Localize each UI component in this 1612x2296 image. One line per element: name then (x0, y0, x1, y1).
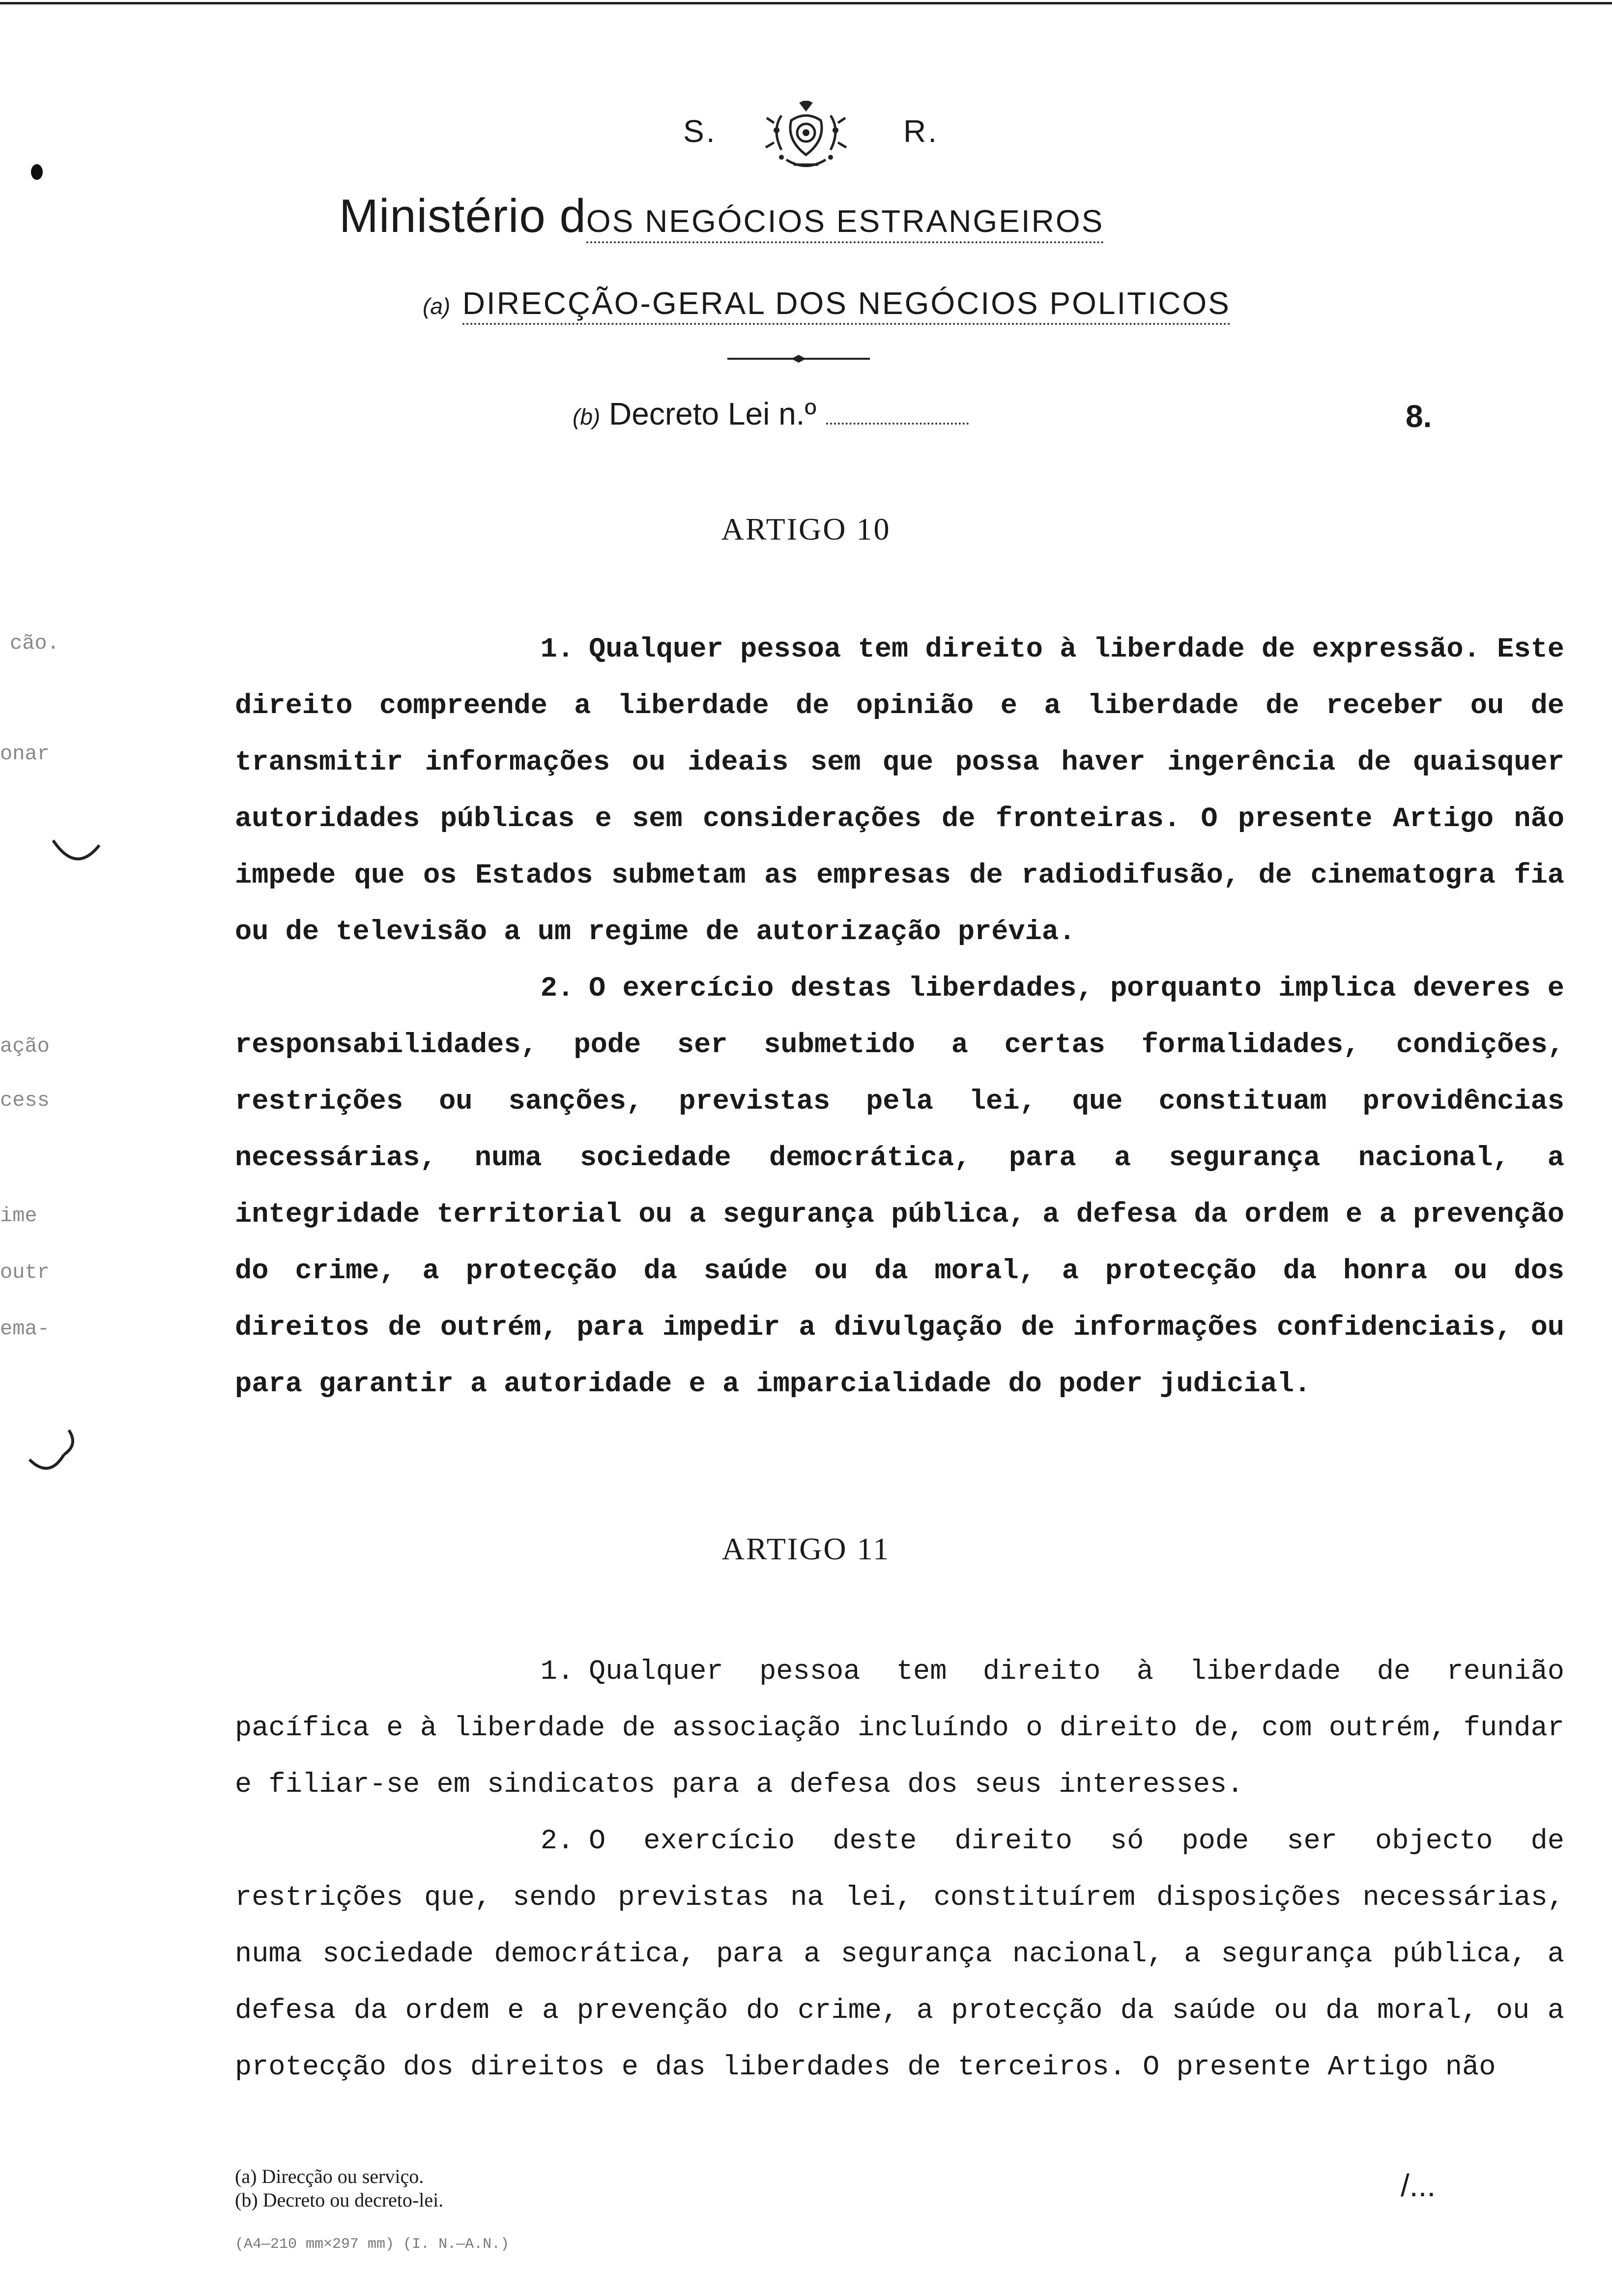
decree-number-blank (826, 423, 969, 425)
paragraph-number: 2. (540, 1826, 574, 1857)
decree-marker: (b) (573, 404, 601, 430)
directorate-line (423, 285, 1231, 321)
footnote-a: (a) Direcção ou serviço. (235, 2165, 424, 2187)
paragraph-number: 1. (540, 634, 574, 665)
article-10-title: ARTIGO 10 (721, 512, 891, 546)
margin-mark: cess (0, 1089, 50, 1112)
directorate-marker: (a) (423, 293, 451, 319)
margin-mark: ação (0, 1034, 50, 1058)
margin-mark: ema- (0, 1317, 50, 1341)
directorate-name: DIRECÇÃO-GERAL DOS NEGÓCIOS POLITICOS (462, 286, 1231, 325)
margin-mark: outr (0, 1261, 50, 1284)
decree-line (573, 396, 969, 432)
form-reference: (A4—210 mm×297 mm) (I. N.—A.N.) (235, 2236, 510, 2253)
article-11-paragraph-1 (235, 1644, 1564, 1813)
margin-mark: onar (0, 742, 50, 766)
paragraph-text: O exercício deste direito só pode ser objecto de restrições que, sendo previstas na lei, constituírem disposições necessárias, numa sociedade democrática, para a segurança nacional, a segurança pública, a defesa da ordem e a prevenção do crime, a protecção da saúde ou da moral, ou a protecção dos direitos e das liberdades de terceiros. O presente Artigo não (235, 1826, 1564, 2083)
letterhead-r: R. (903, 114, 939, 149)
footnotes (235, 2165, 443, 2212)
article-11-title: ARTIGO 11 (721, 1531, 891, 1566)
article-10-paragraph-1 (235, 622, 1564, 961)
margin-mark: ime (0, 1204, 37, 1228)
decree-label: Decreto Lei n.º (609, 396, 816, 431)
article-11-paragraph-2 (235, 1813, 1564, 2096)
paragraph-number: 2. (540, 973, 574, 1004)
paragraph-text: Qualquer pessoa tem direito à liberdade de expressão. Este direito compreende a liberdade de opinião e a liberdade de receber ou de transmitir informações ou ideais sem que possa haver ingerência de quaisquer autoridades públicas e sem considerações de fronteiras. O presente Artigo não impede que os Estados submetam as empresas de radiodifusão, de cinematogra fia ou de televisão a um regime de autorização prévia. (235, 634, 1564, 948)
letterhead-s: S. (683, 114, 717, 149)
ministry-prefix: Ministério d (339, 190, 586, 242)
letterhead-sr (683, 101, 939, 174)
margin-curve-mark (25, 1425, 79, 1484)
ministry-name: OS NEGÓCIOS ESTRANGEIROS (586, 203, 1104, 243)
article-10-paragraph-2 (235, 961, 1564, 1413)
paragraph-text: O exercício destas liberdades, porquanto implica deveres e responsabilidades, pode ser submetido a certas formalidades, condições, restrições ou sanções, previstas pela lei, que constituam providências necessárias, numa sociedade democrática, para a segurança nacional, a integridade territorial ou a segurança pública, a defesa da ordem e a prevenção do crime, a protecção da saúde ou da moral, a protecção da honra ou dos direitos de outrém, para impedir a divulgação de informações confidenciais, ou para garantir a autoridade e a imparcialidade do poder judicial. (235, 973, 1564, 1400)
paragraph-text: Qualquer pessoa tem direito à liberdade de reunião pacífica e à liberdade de associação incluíndo o direito de, com outrém, fundar e filiar-se em sindicatos para a defesa dos seus interesses. (235, 1656, 1564, 1801)
ministry-heading (339, 189, 1104, 243)
punch-hole-mark (29, 162, 44, 182)
margin-curve-mark (49, 835, 103, 870)
continuation-mark: /... (1401, 2168, 1436, 2203)
page-number: 8. (1406, 399, 1432, 434)
margin-mark: cão. (10, 631, 59, 655)
footnote-b: (b) Decreto ou decreto-lei. (235, 2189, 444, 2211)
paragraph-number: 1. (540, 1656, 574, 1688)
top-border-line (0, 2, 1612, 4)
coat-of-arms-icon (752, 101, 860, 174)
divider-ornament (727, 354, 870, 364)
